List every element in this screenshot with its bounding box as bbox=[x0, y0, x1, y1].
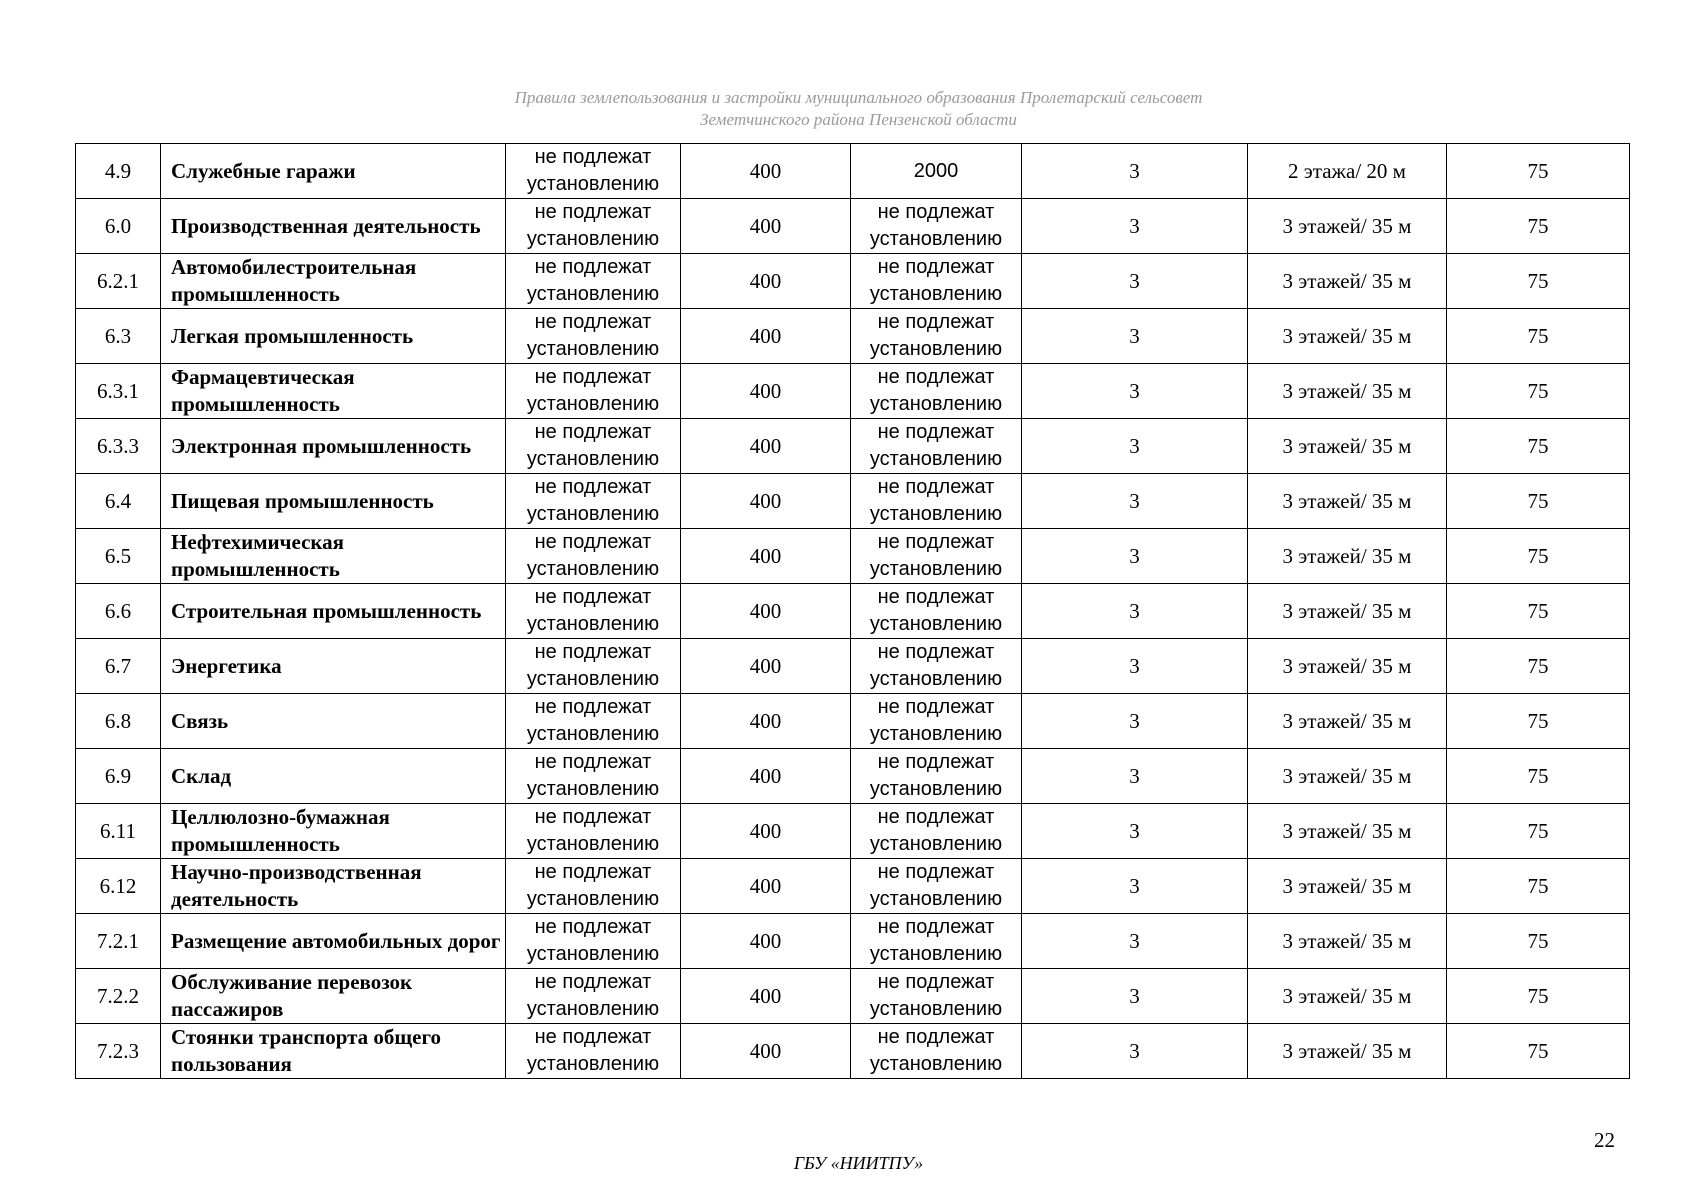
cell-plot-dimensions: не подлежат установлению bbox=[506, 254, 681, 309]
cell-land-use-name: Научно-производственная деятельность bbox=[161, 859, 506, 914]
cell-min-area: 400 bbox=[681, 144, 851, 199]
cell-setback: 3 bbox=[1022, 694, 1248, 749]
cell-land-use-name: Производственная деятельность bbox=[161, 199, 506, 254]
cell-code: 6.0 bbox=[76, 199, 161, 254]
cell-land-use-name: Энергетика bbox=[161, 639, 506, 694]
cell-min-area: 400 bbox=[681, 474, 851, 529]
cell-coverage-percent: 75 bbox=[1447, 639, 1630, 694]
cell-plot-dimensions: не подлежат установлению bbox=[506, 419, 681, 474]
cell-code: 6.3.3 bbox=[76, 419, 161, 474]
cell-max-floors-height: 3 этажей/ 35 м bbox=[1248, 474, 1447, 529]
cell-max-floors-height: 3 этажей/ 35 м bbox=[1248, 199, 1447, 254]
table-row bbox=[76, 804, 1630, 859]
cell-land-use-name: Пищевая промышленность bbox=[161, 474, 506, 529]
cell-setback: 3 bbox=[1022, 474, 1248, 529]
cell-code: 7.2.1 bbox=[76, 914, 161, 969]
cell-max-area: не подлежат установлению bbox=[851, 254, 1022, 309]
cell-coverage-percent: 75 bbox=[1447, 969, 1630, 1024]
cell-plot-dimensions: не подлежат установлению bbox=[506, 474, 681, 529]
cell-code: 7.2.3 bbox=[76, 1024, 161, 1079]
cell-land-use-name: Целлюлозно-бумажная промышленность bbox=[161, 804, 506, 859]
cell-coverage-percent: 75 bbox=[1447, 859, 1630, 914]
cell-plot-dimensions: не подлежат установлению bbox=[506, 584, 681, 639]
cell-setback: 3 bbox=[1022, 859, 1248, 914]
zoning-parameters-table bbox=[75, 143, 1630, 1079]
cell-plot-dimensions: не подлежат установлению bbox=[506, 859, 681, 914]
cell-setback: 3 bbox=[1022, 804, 1248, 859]
cell-max-floors-height: 3 этажей/ 35 м bbox=[1248, 529, 1447, 584]
table-row bbox=[76, 694, 1630, 749]
cell-max-floors-height: 3 этажей/ 35 м bbox=[1248, 804, 1447, 859]
table-body bbox=[76, 144, 1630, 1079]
cell-land-use-name: Электронная промышленность bbox=[161, 419, 506, 474]
cell-code: 4.9 bbox=[76, 144, 161, 199]
cell-code: 6.6 bbox=[76, 584, 161, 639]
cell-plot-dimensions: не подлежат установлению bbox=[506, 309, 681, 364]
cell-max-area: не подлежат установлению bbox=[851, 584, 1022, 639]
cell-max-area: не подлежат установлению bbox=[851, 914, 1022, 969]
cell-min-area: 400 bbox=[681, 309, 851, 364]
cell-max-area: не подлежат установлению bbox=[851, 639, 1022, 694]
cell-setback: 3 bbox=[1022, 419, 1248, 474]
cell-code: 6.8 bbox=[76, 694, 161, 749]
cell-setback: 3 bbox=[1022, 529, 1248, 584]
table-row bbox=[76, 254, 1630, 309]
cell-coverage-percent: 75 bbox=[1447, 419, 1630, 474]
cell-max-floors-height: 3 этажей/ 35 м bbox=[1248, 639, 1447, 694]
cell-max-area: не подлежат установлению bbox=[851, 804, 1022, 859]
cell-code: 6.5 bbox=[76, 529, 161, 584]
table-row bbox=[76, 199, 1630, 254]
cell-code: 6.11 bbox=[76, 804, 161, 859]
cell-setback: 3 bbox=[1022, 309, 1248, 364]
cell-land-use-name: Обслуживание перевозок пассажиров bbox=[161, 969, 506, 1024]
cell-min-area: 400 bbox=[681, 859, 851, 914]
cell-land-use-name: Легкая промышленность bbox=[161, 309, 506, 364]
cell-plot-dimensions: не подлежат установлению bbox=[506, 914, 681, 969]
cell-coverage-percent: 75 bbox=[1447, 309, 1630, 364]
cell-setback: 3 bbox=[1022, 639, 1248, 694]
cell-min-area: 400 bbox=[681, 199, 851, 254]
cell-coverage-percent: 75 bbox=[1447, 694, 1630, 749]
cell-min-area: 400 bbox=[681, 419, 851, 474]
cell-max-floors-height: 3 этажей/ 35 м bbox=[1248, 914, 1447, 969]
cell-land-use-name: Связь bbox=[161, 694, 506, 749]
cell-max-floors-height: 3 этажей/ 35 м bbox=[1248, 694, 1447, 749]
cell-setback: 3 bbox=[1022, 584, 1248, 639]
cell-max-area: не подлежат установлению bbox=[851, 969, 1022, 1024]
cell-max-area: не подлежат установлению bbox=[851, 419, 1022, 474]
cell-plot-dimensions: не подлежат установлению bbox=[506, 364, 681, 419]
cell-coverage-percent: 75 bbox=[1447, 364, 1630, 419]
cell-max-floors-height: 3 этажей/ 35 м bbox=[1248, 749, 1447, 804]
cell-max-floors-height: 3 этажей/ 35 м bbox=[1248, 1024, 1447, 1079]
cell-coverage-percent: 75 bbox=[1447, 584, 1630, 639]
cell-max-area: не подлежат установлению bbox=[851, 199, 1022, 254]
cell-min-area: 400 bbox=[681, 969, 851, 1024]
cell-setback: 3 bbox=[1022, 144, 1248, 199]
table-row bbox=[76, 419, 1630, 474]
header-line-1: Правила землепользования и застройки муниципального образования Пролетарский сельсовет bbox=[514, 88, 1203, 107]
cell-coverage-percent: 75 bbox=[1447, 1024, 1630, 1079]
table-row bbox=[76, 309, 1630, 364]
cell-code: 6.12 bbox=[76, 859, 161, 914]
cell-max-floors-height: 3 этажей/ 35 м bbox=[1248, 419, 1447, 474]
cell-plot-dimensions: не подлежат установлению bbox=[506, 199, 681, 254]
cell-plot-dimensions: не подлежат установлению bbox=[506, 694, 681, 749]
cell-max-area: не подлежат установлению bbox=[851, 309, 1022, 364]
cell-min-area: 400 bbox=[681, 254, 851, 309]
cell-setback: 3 bbox=[1022, 914, 1248, 969]
cell-min-area: 400 bbox=[681, 914, 851, 969]
cell-coverage-percent: 75 bbox=[1447, 804, 1630, 859]
cell-max-area: не подлежат установлению bbox=[851, 749, 1022, 804]
cell-plot-dimensions: не подлежат установлению bbox=[506, 529, 681, 584]
cell-min-area: 400 bbox=[681, 364, 851, 419]
table-row bbox=[76, 1024, 1630, 1079]
cell-max-floors-height: 2 этажа/ 20 м bbox=[1248, 144, 1447, 199]
cell-plot-dimensions: не подлежат установлению bbox=[506, 144, 681, 199]
cell-min-area: 400 bbox=[681, 749, 851, 804]
cell-setback: 3 bbox=[1022, 199, 1248, 254]
cell-max-area: не подлежат установлению bbox=[851, 1024, 1022, 1079]
cell-coverage-percent: 75 bbox=[1447, 529, 1630, 584]
table-row bbox=[76, 914, 1630, 969]
cell-coverage-percent: 75 bbox=[1447, 144, 1630, 199]
cell-min-area: 400 bbox=[681, 529, 851, 584]
cell-code: 6.3 bbox=[76, 309, 161, 364]
cell-land-use-name: Нефтехимическая промышленность bbox=[161, 529, 506, 584]
cell-land-use-name: Строительная промышленность bbox=[161, 584, 506, 639]
cell-land-use-name: Фармацевтическая промышленность bbox=[161, 364, 506, 419]
cell-max-area: не подлежат установлению bbox=[851, 529, 1022, 584]
cell-coverage-percent: 75 bbox=[1447, 254, 1630, 309]
cell-max-area: не подлежат установлению bbox=[851, 694, 1022, 749]
cell-coverage-percent: 75 bbox=[1447, 914, 1630, 969]
cell-plot-dimensions: не подлежат установлению bbox=[506, 749, 681, 804]
cell-max-floors-height: 3 этажей/ 35 м bbox=[1248, 254, 1447, 309]
cell-land-use-name: Склад bbox=[161, 749, 506, 804]
table-row bbox=[76, 749, 1630, 804]
cell-code: 6.7 bbox=[76, 639, 161, 694]
table-row bbox=[76, 859, 1630, 914]
cell-coverage-percent: 75 bbox=[1447, 749, 1630, 804]
table-row bbox=[76, 529, 1630, 584]
cell-setback: 3 bbox=[1022, 969, 1248, 1024]
cell-coverage-percent: 75 bbox=[1447, 474, 1630, 529]
cell-min-area: 400 bbox=[681, 584, 851, 639]
footer-organization: ГБУ «НИИТПУ» bbox=[793, 1153, 924, 1173]
cell-max-floors-height: 3 этажей/ 35 м bbox=[1248, 364, 1447, 419]
table-row bbox=[76, 584, 1630, 639]
cell-setback: 3 bbox=[1022, 364, 1248, 419]
cell-setback: 3 bbox=[1022, 1024, 1248, 1079]
header-line-2: Земетчинского района Пензенской области bbox=[700, 110, 1017, 129]
cell-min-area: 400 bbox=[681, 639, 851, 694]
table-row bbox=[76, 474, 1630, 529]
table-row bbox=[76, 969, 1630, 1024]
cell-land-use-name: Автомобилестроительная промышленность bbox=[161, 254, 506, 309]
cell-plot-dimensions: не подлежат установлению bbox=[506, 804, 681, 859]
cell-plot-dimensions: не подлежат установлению bbox=[506, 639, 681, 694]
cell-land-use-name: Размещение автомобильных дорог bbox=[161, 914, 506, 969]
cell-max-floors-height: 3 этажей/ 35 м bbox=[1248, 969, 1447, 1024]
cell-coverage-percent: 75 bbox=[1447, 199, 1630, 254]
cell-max-floors-height: 3 этажей/ 35 м bbox=[1248, 309, 1447, 364]
cell-land-use-name: Служебные гаражи bbox=[161, 144, 506, 199]
cell-min-area: 400 bbox=[681, 804, 851, 859]
cell-code: 6.3.1 bbox=[76, 364, 161, 419]
table-row bbox=[76, 364, 1630, 419]
cell-setback: 3 bbox=[1022, 254, 1248, 309]
cell-max-floors-height: 3 этажей/ 35 м bbox=[1248, 584, 1447, 639]
cell-max-area: 2000 bbox=[851, 144, 1022, 199]
cell-max-area: не подлежат установлению bbox=[851, 364, 1022, 419]
cell-code: 7.2.2 bbox=[76, 969, 161, 1024]
cell-setback: 3 bbox=[1022, 749, 1248, 804]
cell-land-use-name: Стоянки транспорта общего пользования bbox=[161, 1024, 506, 1079]
cell-min-area: 400 bbox=[681, 694, 851, 749]
cell-code: 6.2.1 bbox=[76, 254, 161, 309]
cell-plot-dimensions: не подлежат установлению bbox=[506, 969, 681, 1024]
table-row bbox=[76, 639, 1630, 694]
page-number: 22 bbox=[1594, 1128, 1615, 1152]
table-row bbox=[76, 144, 1630, 199]
cell-max-floors-height: 3 этажей/ 35 м bbox=[1248, 859, 1447, 914]
cell-code: 6.4 bbox=[76, 474, 161, 529]
cell-code: 6.9 bbox=[76, 749, 161, 804]
cell-plot-dimensions: не подлежат установлению bbox=[506, 1024, 681, 1079]
cell-max-area: не подлежат установлению bbox=[851, 859, 1022, 914]
running-header bbox=[0, 87, 1697, 131]
cell-max-area: не подлежат установлению bbox=[851, 474, 1022, 529]
cell-min-area: 400 bbox=[681, 1024, 851, 1079]
